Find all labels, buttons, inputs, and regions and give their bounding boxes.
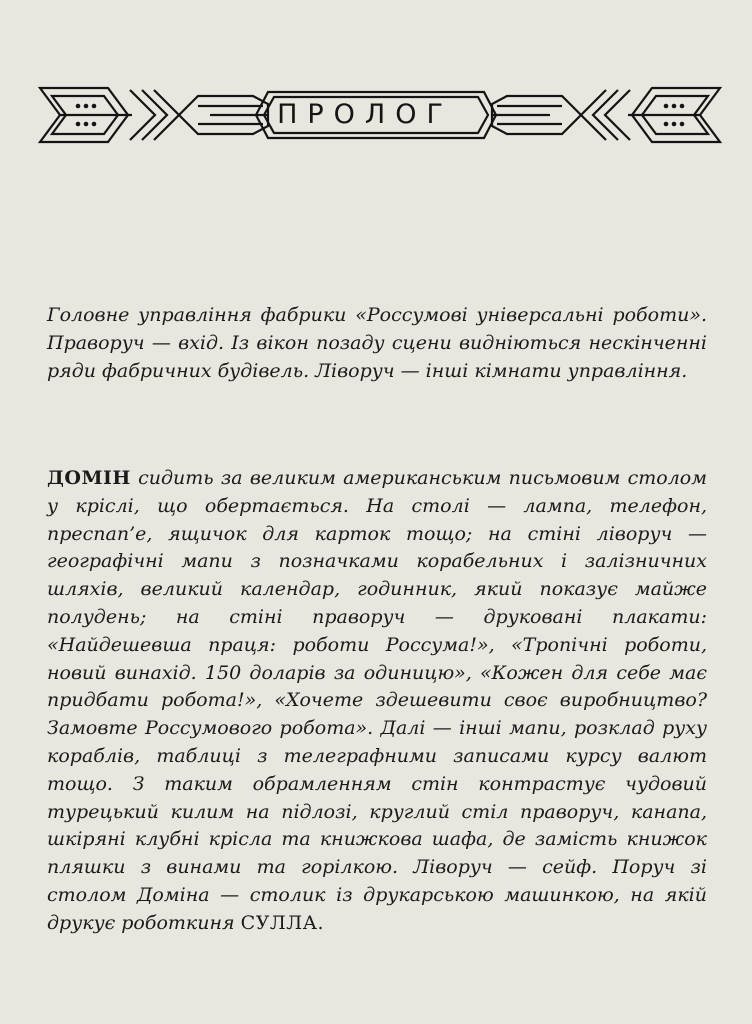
- chapter-title: ПРОЛОГ: [277, 98, 453, 130]
- chapter-title-box: [268, 92, 452, 136]
- sentence-end: .: [317, 911, 325, 934]
- setting-text: Головне управління фабрики «Россумові універсальні роботи». Праворуч — вхід. Із вікон позаду сцени видніються нескінченні ряди фабричних будівель. Ліворуч — інші кімнати управління.: [47, 304, 707, 382]
- room-description-text: сидить за великим американським письмовим столом у кріслі, що обертається. На столі — лампа, телефон, преспап’е, ящичок для карток тощо; на стіні ліворуч — географічні мапи з позначками корабельних і залізничних шляхів, великий календар, годинник, який показує майже полудень; на стіні праворуч — друковані плакати: «Найдешевша праця: роботи Россума!», «Тропічні роботи, новий винахід. 150 доларів за одиницю», «Кожен для себе має придбати робота!», «Хочете здешевити своє виробництво? Замовте Россумового робота». Далі — інші мапи, розклад руху кораблів, таблиці з телеграфними записами курсу валют тощо. З таким обрамленням стін контрастує чудовий турецький килим на підлозі, круглий стіл праворуч, канапа, шкіряні клубні крісла та книжкова шафа, де замість книжок пляшки з винами та горілкою. Ліворуч — сейф. Поруч зі столом Доміна — столик із друкарською машинкою, на якій друкує роботкиня: [47, 467, 707, 934]
- stage-direction-room: [47, 465, 707, 938]
- character-name-sulla: СУЛЛА: [240, 911, 318, 934]
- stage-direction-setting: [47, 302, 707, 385]
- character-name-domin: ДОМІН: [47, 467, 131, 489]
